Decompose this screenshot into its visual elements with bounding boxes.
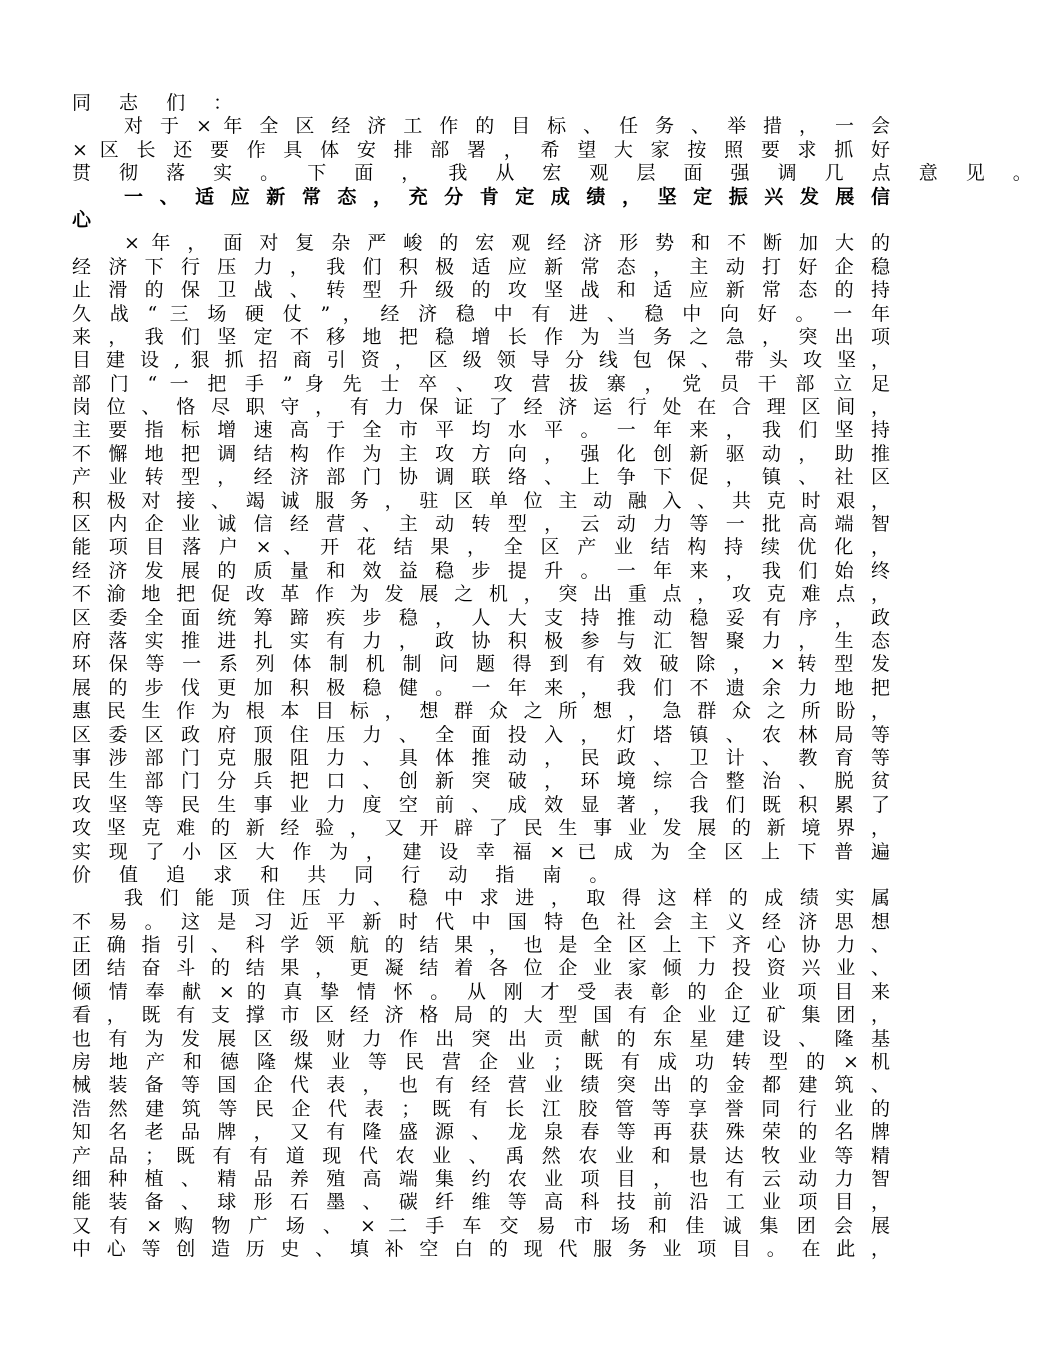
document-page	[72, 92, 1043, 1262]
text-line: 实 现 了 小 区 大 作 为 ， 建 设 幸 福 × 已 成 为 全 区 上 下 普 遍	[72, 840, 890, 863]
paragraph-enterprises	[72, 887, 890, 1261]
paragraph-achievements	[72, 232, 890, 887]
text-line: 不 易 。 这 是 习 近 平 新 时 代 中 国 特 色 社 会 主 义 经 济 思 想	[72, 910, 890, 933]
text-line: 团 结 奋 斗 的 结 果 ， 更 凝 结 着 各 位 企 业 家 倾 力 投 资 兴 业 、	[72, 957, 890, 980]
text-line: 房 地 产 和 德 隆 煤 业 等 民 营 企 业 ； 既 有 成 功 转 型 的 × 机	[72, 1051, 890, 1074]
text-line: 也 有 为 发 展 区 级 财 力 作 出 突 出 贡 献 的 东 星 建 设 、 隆 基	[72, 1027, 890, 1050]
text-line: 中 心 等 创 造 历 史 、 填 补 空 白 的 现 代 服 务 业 项 目 。 在 此 ，	[72, 1238, 890, 1261]
section-heading: 一 、 适 应 新 常 态 ， 充 分 肯 定 成 绩 ， 坚 定 振 兴 发 展 信	[124, 185, 890, 208]
text-line: 区 委 全 面 统 筹 蹄 疾 步 稳 ， 人 大 支 持 推 动 稳 妥 有 序 ， 政	[72, 606, 890, 629]
text-line: 环 保 等 一 系 列 体 制 机 制 问 题 得 到 有 效 破 除 ， × 转 型 发	[72, 653, 890, 676]
text-line: 细 种 植 、 精 品 养 殖 高 端 集 约 农 业 项 目 ， 也 有 云 动 力 智	[72, 1167, 890, 1190]
text-line: 主 要 指 标 增 速 高 于 全 市 平 均 水 平 。 一 年 来 ， 我 们 坚 持	[72, 419, 890, 442]
text-line: 岗 位 、 恪 尽 职 守 ， 有 力 保 证 了 经 济 运 行 处 在 合 理 区 间 ，	[72, 396, 890, 419]
section-heading-tail: 心	[72, 208, 92, 231]
paragraph-intro	[72, 115, 1043, 185]
greeting: 同 志 们 ：	[72, 92, 244, 114]
text-line: 又 有 × 购 物 广 场 、 × 二 手 车 交 易 市 场 和 佳 诚 集 团 会 展	[72, 1214, 890, 1237]
text-line: 正 确 指 引 、 科 学 领 航 的 结 果 ， 也 是 全 区 上 下 齐 心 协 力 、	[72, 934, 890, 957]
text-line: 械 装 备 等 国 企 代 表 ， 也 有 经 营 业 绩 突 出 的 金 都 建 筑 、	[72, 1074, 890, 1097]
text-line: 知 名 老 品 牌 ， 又 有 隆 盛 源 、 龙 泉 春 等 再 获 殊 荣 的 名 牌	[72, 1121, 890, 1144]
text-line: 部 门 “ 一 把 手 ” 身 先 士 卒 、 攻 营 拔 寨 ， 党 员 干 部 立 足	[72, 372, 890, 395]
text-line: 能 装 备 、 球 形 石 墨 、 碳 纤 维 等 高 科 技 前 沿 工 业 项 目 ，	[72, 1191, 890, 1214]
text-line: 浩 然 建 筑 等 民 企 代 表 ； 既 有 长 江 胶 管 等 享 誉 同 行 业 的	[72, 1097, 890, 1120]
text-line: 不 渝 地 把 促 改 革 作 为 发 展 之 机 ， 突 出 重 点 ， 攻 克 难 点 ，	[72, 583, 890, 606]
text-line: 经 济 下 行 压 力 ， 我 们 积 极 适 应 新 常 态 ， 主 动 打 好 企 稳	[72, 255, 890, 278]
text-line: 经 济 发 展 的 质 量 和 效 益 稳 步 提 升 。 一 年 来 ， 我 们 始 终	[72, 559, 890, 582]
text-line: 积 极 对 接 、 竭 诚 服 务 ， 驻 区 单 位 主 动 融 入 、 共 克 时 艰 ，	[72, 489, 890, 512]
text-line: 产 品 ； 既 有 有 道 现 代 农 业 、 禹 然 农 业 和 景 达 牧 业 等 精	[72, 1144, 890, 1167]
text-line: 府 落 实 推 进 扎 实 有 力 ， 政 协 积 极 参 与 汇 智 聚 力 ， 生 态	[72, 629, 890, 652]
text-line: 看 ， 既 有 支 撑 市 区 经 济 格 局 的 大 型 国 有 企 业 辽 矿 集 团 ，	[72, 1004, 890, 1027]
text-line: 区 委 区 政 府 顶 住 压 力 、 全 面 投 入 ， 灯 塔 镇 、 农 林 局 等	[72, 723, 890, 746]
text-line: 倾 情 奉 献 × 的 真 挚 情 怀 。 从 刚 才 受 表 彰 的 企 业 项 目 来	[72, 980, 890, 1003]
text-line: 止 滑 的 保 卫 战 、 转 型 升 级 的 攻 坚 战 和 适 应 新 常 态 的 持	[72, 279, 890, 302]
text-line: 攻 坚 等 民 生 事 业 力 度 空 前 、 成 效 显 著 ， 我 们 既 积 累 了	[72, 793, 890, 816]
text-line: 区 内 企 业 诚 信 经 营 、 主 动 转 型 ， 云 动 力 等 一 批 高 端 智	[72, 513, 890, 536]
text-line: 久 战 “ 三 场 硬 仗 ” ， 经 济 稳 中 有 进 、 稳 中 向 好 。 一 年	[72, 302, 890, 325]
text-line: × 年 ， 面 对 复 杂 严 峻 的 宏 观 经 济 形 势 和 不 断 加 大 的	[124, 232, 890, 255]
text-line: 产 业 转 型 ， 经 济 部 门 协 调 联 络 、 上 争 下 促 ， 镇 、 社 区	[72, 466, 890, 489]
text-line: 来 ， 我 们 坚 定 不 移 地 把 稳 增 长 作 为 当 务 之 急 ， 突 出 项	[72, 325, 890, 348]
text-line: 不 懈 地 把 调 结 构 作 为 主 攻 方 向 ， 强 化 创 新 驱 动 ， 助 推	[72, 442, 890, 465]
text-line: 民 生 部 门 分 兵 把 口 、 创 新 突 破 ， 环 境 综 合 整 治 、 脱 贫	[72, 770, 890, 793]
text-line: 攻 坚 克 难 的 新 经 验 ， 又 开 辟 了 民 生 事 业 发 展 的 新 境 界 ，	[72, 817, 890, 840]
text-line: 我 们 能 顶 住 压 力 、 稳 中 求 进 ， 取 得 这 样 的 成 绩 实 属	[124, 887, 890, 910]
text-line: 事 涉 部 门 克 服 阻 力 、 具 体 推 动 ， 民 政 、 卫 计 、 教 育 等	[72, 746, 890, 769]
text-line: × 区 长 还 要 作 具 体 安 排 部 署 ， 希 望 大 家 按 照 要 求 抓 好	[72, 138, 890, 161]
text-line: 对 于 × 年 全 区 经 济 工 作 的 目 标 、 任 务 、 举 措 ， 一 会	[124, 115, 890, 138]
text-line: 贯 彻 落 实 。 下 面 ， 我 从 宏 观 层 面 强 调 几 点 意 见 。	[72, 162, 1043, 185]
text-line: 目 建 设 , 狠 抓 招 商 引 资 ， 区 级 领 导 分 线 包 保 、 带 头 攻 坚 ，	[72, 349, 890, 372]
text-line: 能 项 目 落 户 × 、 开 花 结 果 ， 全 区 产 业 结 构 持 续 优 化 ，	[72, 536, 890, 559]
text-line: 展 的 步 伐 更 加 积 极 稳 健 。 一 年 来 ， 我 们 不 遗 余 力 地 把	[72, 676, 890, 699]
text-line: 惠 民 生 作 为 根 本 目 标 ， 想 群 众 之 所 想 ， 急 群 众 之 所 盼 ，	[72, 700, 890, 723]
text-line: 价 值 追 求 和 共 同 行 动 指 南 。	[72, 863, 620, 886]
